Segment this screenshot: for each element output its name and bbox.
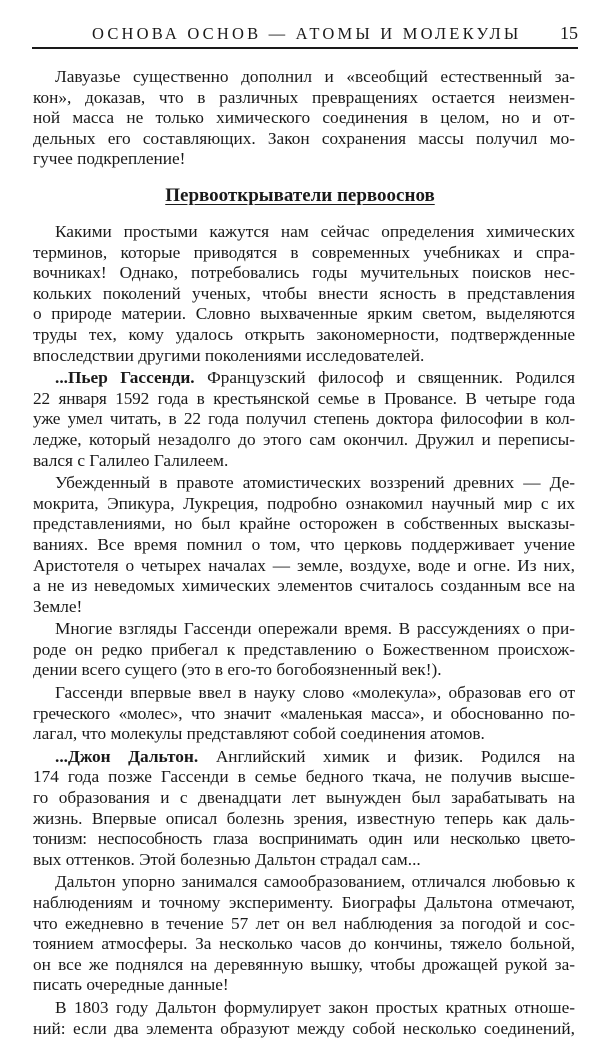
text-line: греческого «молес», что значит «маленькая масса», и обоснованно по- — [33, 703, 575, 723]
text-line: а не из неведомых химических элементов считалось созданным все на — [33, 576, 575, 596]
text-line: Земле! — [33, 596, 83, 616]
text-line: вых оттенков. Этой болезнью Дальтон страдал сам... — [33, 849, 421, 869]
text-line: наблюдениям и точному эксперименту. Биографы Дальтона отмечают, — [33, 893, 575, 912]
page-header — [32, 20, 578, 44]
text-line: ледже, который незадолго до этого сам окончил. Дружил и переписы- — [33, 429, 575, 449]
text-line: ний: если два элемента образуют между собой несколько соединений, — [33, 1018, 575, 1038]
text-line: го образования и с двенадцати лет вынужден был зарабатывать на — [33, 788, 575, 808]
text-line: ваниях. Все время помнил о том, что церковь поддерживает учение — [33, 534, 575, 554]
text-line: уже умел читать, в 22 года получил степень доктора философии в кол- — [33, 409, 575, 429]
text-line — [33, 747, 575, 768]
text-line: труды тех, кому удалось открыть закономерности, подтвержденные — [33, 324, 575, 344]
text-line: он все же поднялся на деревянную вышку, чтобы дрожащей рукой за- — [33, 954, 575, 974]
article-body — [33, 222, 575, 1039]
page-number: 15 — [560, 23, 578, 43]
paragraph — [33, 619, 575, 681]
paragraph — [33, 683, 575, 745]
dalton-name: ...Джон Дальтон. — [55, 746, 199, 766]
paragraph — [33, 222, 575, 366]
text-line: писать очередные данные! — [33, 975, 229, 995]
text-line: Лавуазье существенно дополнил и «всеобщий естественный за- — [55, 67, 575, 86]
gassendi-intro: Французский философ и священник. Родился — [194, 368, 575, 388]
text-line: дельных его составляющих. Закон сохранения массы получил мо- — [33, 128, 575, 148]
text-line: 22 января 1592 года в крестьянской семье в Провансе. В четыре года — [33, 388, 575, 408]
text-line: лагал, что молекулы представляют собой соединения атомов. — [33, 724, 485, 744]
gassendi-name: ...Пьер Гассенди. — [55, 368, 195, 388]
header-rule — [32, 47, 578, 49]
paragraph — [33, 473, 575, 617]
section-title-text: Первооткрыватели первооснов — [165, 185, 435, 206]
text-line: Многие взгляды Гассенди опережали время. В рассуждениях о при- — [55, 619, 575, 639]
text-line: гучее подкрепление! — [33, 149, 186, 169]
text-line: тоянием атмосферы. За несколько часов до кончины, тяжело больной, — [33, 934, 575, 954]
text-line: жизнь. Впервые описал болезнь зрения, известную теперь как даль- — [33, 808, 575, 828]
paragraph — [33, 998, 575, 1039]
text-line: кон», доказав, что в различных превращениях остается неизмен- — [33, 87, 575, 107]
text-line: мокрита, Эпикура, Лукреция, подробно ознакомил научный мир с их — [33, 493, 575, 513]
paragraph-gassendi — [33, 368, 575, 471]
text-line — [33, 368, 575, 389]
text-line: терминов, которые приводятся в современных учебниках и спра- — [33, 242, 575, 262]
text-line: Аристотеля о четырех началах — земле, воздухе, воде и огне. Из них, — [33, 555, 575, 575]
text-line: о природе материи. Словно выхваченные ярким светом, выделяются — [33, 304, 575, 324]
text-line: 174 года позже Гассенди в семье бедного ткача, не получив высше- — [33, 767, 575, 787]
text-line: Убежденный в правоте атомистических воззрений древних — Де- — [55, 473, 575, 493]
text-line: Гассенди впервые ввел в науку слово «молекула», образовав его от — [55, 683, 575, 703]
dalton-intro: Английский химик и физик. Родился на — [198, 746, 575, 766]
intro-paragraph — [33, 67, 575, 170]
text-line: В 1803 году Дальтон формулирует закон простых кратных отноше- — [55, 997, 575, 1017]
text-line: ной масса не только химического соединения в целом, но и от- — [33, 108, 575, 128]
running-head: ОСНОВА ОСНОВ — АТОМЫ И МОЛЕКУЛЫ — [92, 24, 522, 43]
section-title — [0, 185, 600, 207]
text-line: вочниках! Однако, потребовались годы мучительных поисков нес- — [33, 263, 575, 283]
text-line: вался с Галилео Галилеем. — [33, 450, 229, 470]
text-line: впоследствии другими поколениями исследователей. — [33, 345, 425, 365]
text-line: Какими простыми кажутся нам сейчас определения химических — [55, 222, 575, 241]
text-line: тонизм: неспособность глаза воспринимать один или несколько цвето- — [33, 829, 575, 849]
text-line: Дальтон упорно занимался самообразованием, отличался любовью к — [55, 872, 575, 892]
text-line: кольких поколений ученых, чтобы внести ясность в представления — [33, 283, 575, 303]
text-line: дении всего сущего (это в его-то богобоязненный век!). — [33, 660, 442, 680]
text-line: представлениями, но был крайне осторожен в собственных высказы- — [33, 514, 575, 534]
paragraph-dalton — [33, 747, 575, 871]
text-line: роде он редко прибегал к представлению о Божественном происхож- — [33, 639, 575, 659]
paragraph — [33, 872, 575, 996]
text-line: что ежедневно в течение 57 лет он вел наблюдения за погодой и сос- — [33, 913, 575, 933]
